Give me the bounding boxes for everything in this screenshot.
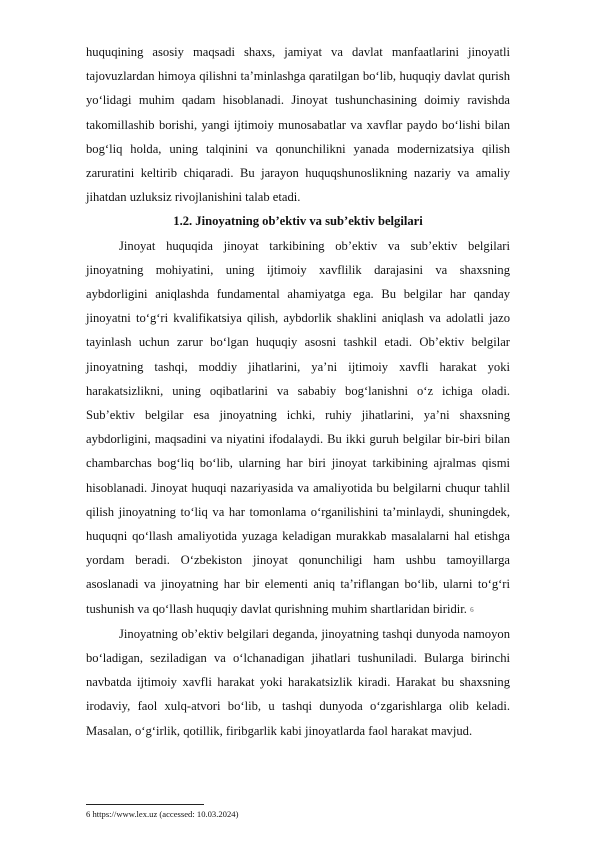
footnote-text: 6 https://www.lex.uz (accessed: 10.03.2024) [86, 809, 239, 819]
footnote-reference[interactable]: 6 [470, 605, 474, 614]
paragraph-objective: Jinoyatning ob’ektiv belgilari deganda, jinoyatning tashqi dunyoda namoyon bo‘ladigan, seziladigan va o‘lchanadigan jihatlari tushuniladi. Bularga birinchi navbatda ijtimoiy xavfli harakat yoki harakatsizlik kiradi. Harakat bu shaxsning irodaviy, faol xulq-atvori bo‘lib, u tashqi dunyoda o‘zgarishlarga olib keladi. Masalan, o‘g‘irlik, qotillik, firibgarlik kabi jinoyatlarda faol harakat mavjud. [86, 626, 510, 738]
footnote-divider [86, 804, 204, 805]
section-heading: 1.2. Jinoyatning ob’ektiv va sub’ektiv belgilari [173, 214, 423, 229]
paragraph-intro: huquqining asosiy maqsadi shaxs, jamiyat va davlat manfaatlarini jinoyatli tajovuzlardan himoya qilishni ta’minlashga qaratilgan bo‘lib, huquqiy davlat qurish yo‘lidagi muhim qadam hisoblanadi. Jinoyat tushunchasining doimiy ravishda takomillashib borishi, yangi ijtimoiy munosabatlar va xavflar paydo bo‘lishi bilan bog‘liq holda, uning talqinini va qonunchilikni yanada modernizatsiya qilish zaruratini keltirib chiqaradi. Bu jarayon huquqshunoslikning nazariy va amaliy jihatdan uzluksiz rivojlanishini talab etadi. [86, 45, 510, 205]
paragraph-main [86, 234, 510, 622]
paragraph-main-text: Jinoyat huquqida jinoyat tarkibining ob’ektiv va sub’ektiv belgilari jinoyatning mohiyatini, uning ijtimoiy xavflilik darajasini va shaxsning aybdorligini aniqlashda fundamental ahamiyatga ega. Bu belgilar har qanday jinoyatni to‘g‘ri kvalifikatsiya qilish, aybdorlik shaklini aniqlash va adolatli jazo tayinlash uchun zarur bo‘lgan huquqiy asosni tashkil etadi. Ob’ektiv belgilar jinoyatning tashqi, moddiy jihatlarini, ya’ni ijtimoiy xavfli harakat yoki harakatsizlikni, uning oqibatlarini va sababiy bog‘lanishni o‘z ichiga oladi. Sub’ektiv belgilar esa jinoyatning ichki, ruhiy jihatlarini, ya’ni shaxsning aybdorligini, maqsadini va niyatini ifodalaydi. Bu ikki guruh belgilar bir-biri bilan chambarchas bog‘liq bo‘lib, ularning har biri jinoyat tarkibining ajralmas qismi hisoblanadi. Jinoyat huquqi nazariyasida va amaliyotida bu belgilarni chuqur tahlil qilish jinoyatning to‘liq va har tomonlama o‘rganilishini ta’minlaydi, shuningdek, huquqni qo‘llash amaliyotida yuzaga keladigan murakkab masalalarni hal etishga yordam beradi. O‘zbekiston jinoyat qonunchiligi ham ushbu tamoyillarga asoslanadi va jinoyatning har bir elementi aniq ta’riflangan bo‘lib, ularni to‘g‘ri tushunish va qo‘llash huquqiy davlat qurishning muhim shartlaridan biridir. [86, 238, 510, 616]
page-body [86, 40, 510, 743]
